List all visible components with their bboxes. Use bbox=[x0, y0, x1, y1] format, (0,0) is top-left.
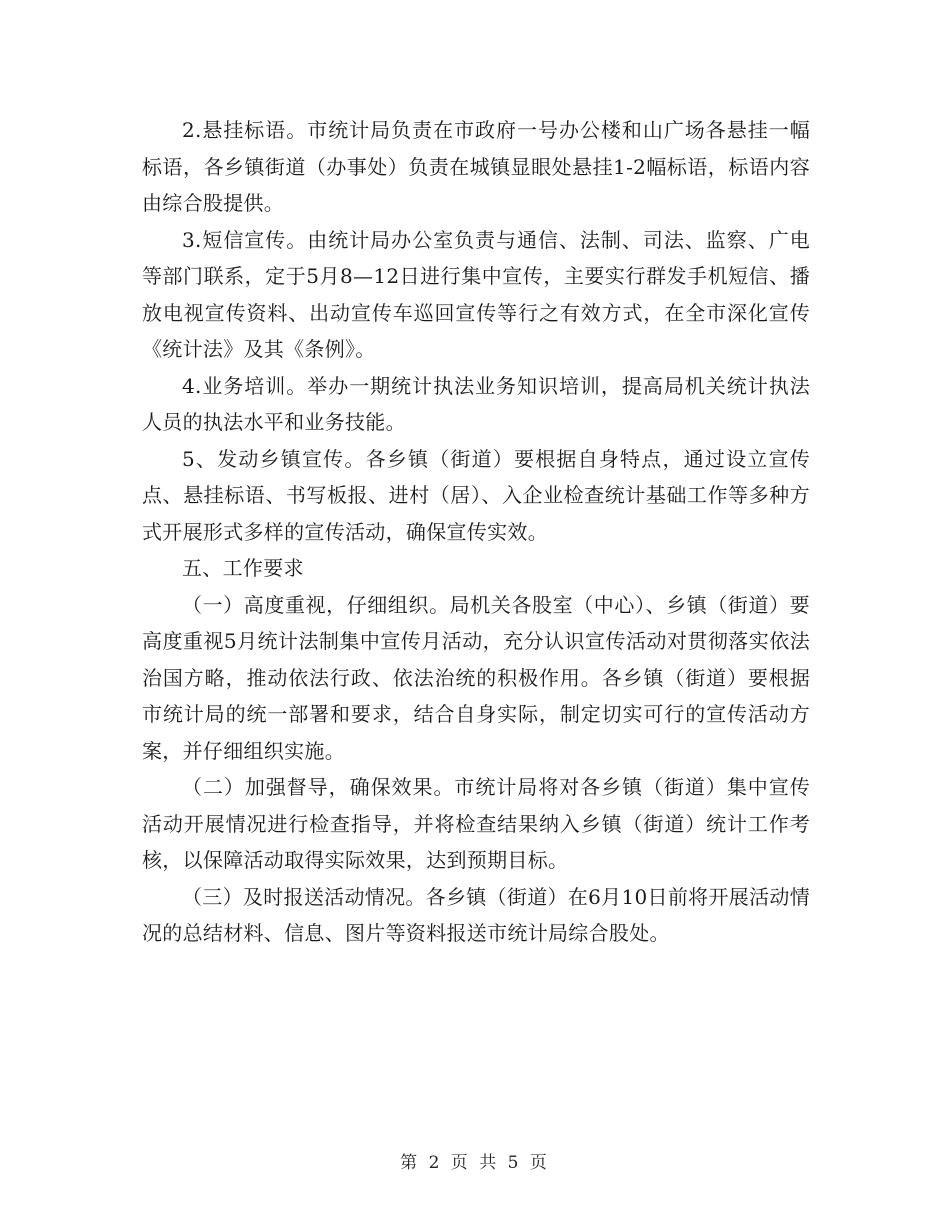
paragraph-requirement-3: （三）及时报送活动情况。各乡镇（街道）在6月10日前将开展活动情况的总结材料、信息、图片等资料报送市统计局综合股处。 bbox=[142, 884, 810, 945]
page-number-label: 第 2 页 共 5 页 bbox=[400, 1153, 550, 1173]
document-body bbox=[142, 112, 810, 952]
page-footer bbox=[0, 1148, 950, 1173]
paragraph-training: 4.业务培训。举办一期统计执法业务知识培训，提高局机关统计执法人员的执法水平和业务技能。 bbox=[142, 373, 810, 434]
paragraph-sms-publicity: 3.短信宣传。由统计局办公室负责与通信、法制、司法、监察、广电等部门联系，定于5月8—12日进行集中宣传，主要实行群发手机短信、播放电视宣传资料、出动宣传车巡回宣传等行之有效方式，在全市深化宣传《统计法》及其《条例》。 bbox=[142, 227, 810, 361]
paragraph-requirement-2: （二）加强督导，确保效果。市统计局将对各乡镇（街道）集中宣传活动开展情况进行检查指导，并将检查结果纳入乡镇（街道）统计工作考核，以保障活动取得实际效果，达到预期目标。 bbox=[142, 775, 810, 872]
paragraph-slogans: 2.悬挂标语。市统计局负责在市政府一号办公楼和山广场各悬挂一幅标语，各乡镇街道（办事处）负责在城镇显眼处悬挂1-2幅标语，标语内容由综合股提供。 bbox=[142, 118, 810, 215]
paragraph-township-publicity: 5、发动乡镇宣传。各乡镇（街道）要根据自身特点，通过设立宣传点、悬挂标语、书写板报、进村（居）、入企业检查统计基础工作等多种方式开展形式多样的宣传活动，确保宣传实效。 bbox=[142, 446, 810, 544]
section-heading-work-requirements: 五、工作要求 bbox=[182, 556, 304, 580]
paragraph-requirement-1: （一）高度重视，仔细组织。局机关各股室（中心）、乡镇（街道）要高度重视5月统计法制集中宣传月活动，充分认识宣传活动对贯彻落实依法治国方略，推动依法行政、依法治统的积极作用。各乡镇（街道）要根据市统计局的统一部署和要求，结合自身实际，制定切实可行的宣传活动方案，并仔细组织实施。 bbox=[142, 592, 810, 763]
